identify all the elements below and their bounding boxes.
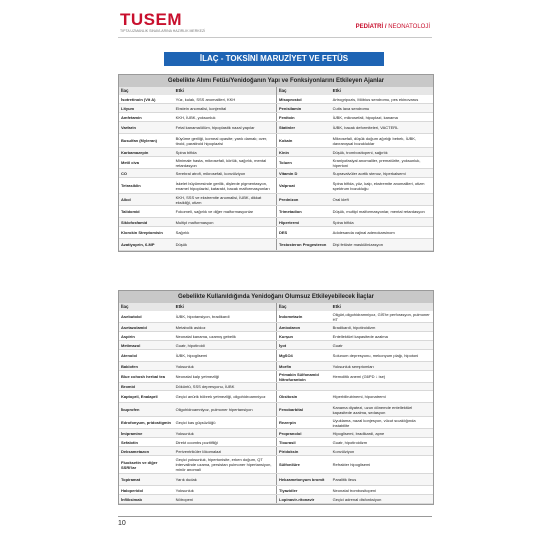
table-row — [119, 95, 433, 104]
drug-cell: Fenobarbital — [276, 403, 331, 416]
effect-cell: Geçici anürik böbrek yetmezliği, oligohidroamniyoz — [175, 394, 266, 399]
drug-cell: Aspirin — [121, 333, 135, 339]
drug-cell: Baklofen — [121, 363, 138, 369]
effect-cell: Guatr, hipotiroidizm — [332, 439, 368, 445]
effect-cell: Multipl malformasyon — [175, 219, 214, 225]
effect-cell: Geçici yoksunluk, hipertonisite, erken doğum, QT intervalinde uzama, persistan pulmoner hipertansiyon, minör anomali — [175, 457, 272, 472]
drug-cell: Misoprostol — [276, 95, 331, 103]
effect-cell: Solunum depresyonu, mekonyum plağı, hipotoni — [332, 353, 419, 358]
table-header-row — [119, 303, 433, 311]
drug-cell: Deksametazon — [121, 448, 150, 454]
drug-cell: Rezerpin — [276, 417, 331, 428]
drug-cell: DES — [276, 227, 331, 238]
table-row — [119, 391, 433, 403]
drug-cell: İndometazin — [276, 311, 331, 322]
table-row — [119, 218, 433, 227]
drug-cell: Lopinavir-ritonavir — [276, 495, 331, 503]
effect-cell: Düşük, trombositopeni, sağırlık — [332, 149, 388, 155]
section-divider: / — [384, 24, 389, 30]
section-name: PEDİATRİ — [355, 24, 384, 30]
drug-cell: Trimetadion — [276, 206, 331, 217]
effect-cell: Supravalvüler aortik stenoz, hiperkalsemi — [332, 170, 406, 176]
drug-cell: Sefalotin — [121, 439, 138, 445]
drug-cell: Atenolol — [121, 353, 137, 358]
table-row — [119, 447, 433, 456]
drug-cell: Edrofonyum, pridostigmin — [121, 420, 171, 425]
table-row — [119, 104, 433, 113]
effect-cell: Entellektüel kapasitede azalma — [332, 333, 388, 339]
effect-cell: İskelet büyümesinde gerilik, dişlerde pigmentasyon, enamel hipoplazisi, katarakt, bacak malformasyonları — [175, 180, 270, 191]
col-effect-header: Etki — [332, 304, 341, 309]
effect-cell: Neonatal trombositopeni — [332, 487, 377, 493]
drug-cell: Lityum — [121, 105, 135, 111]
effect-cell: Fokomeli, sağırlık ve diğer malformasyonlar — [175, 209, 254, 214]
drug-cell: Fluoksetin ve diğer SSRI'lar — [121, 459, 158, 470]
drug-cell — [276, 383, 331, 390]
drug-cell: Oksitosin — [276, 391, 331, 402]
table-row — [119, 362, 433, 371]
effect-cell: Düşük, multipl malformasyonlar, mental retardasyon — [332, 209, 425, 214]
effect-cell: Spina bifida — [332, 219, 354, 225]
drug-cell: Kaptopril, Enalapril — [121, 394, 158, 399]
effect-cell: Metabolik asidoz — [175, 324, 206, 330]
drug-cell: CO — [121, 170, 127, 176]
effect-cell: Spina bifida, yüz, kalp, ekstremite anomalileri, otizm spektrum bozukluğu — [332, 180, 425, 191]
effect-cell: Guatr — [332, 342, 343, 348]
effect-cell: Artrogripozis, Möbius sendromu, pes ekinovarus — [332, 96, 419, 102]
page-header — [118, 10, 432, 38]
table-row — [119, 169, 433, 178]
effect-cell: Minimale hasta, mikrosefali, körlük, sağırlık, mental retardasyon — [175, 157, 267, 168]
drug-cell: Testosteron Progesteron — [276, 239, 331, 250]
effect-cell: Paralitik ileus — [332, 477, 357, 482]
effect-cell: Hipoglisemi, bradikardi, apne — [332, 430, 385, 436]
drug-cell: Statinler — [276, 122, 331, 133]
col-drug-header: İlaç — [121, 304, 129, 309]
effect-cell: Nötropeni — [175, 496, 193, 502]
table-row — [119, 486, 433, 495]
drug-cell: Busulfan (Myleran) — [121, 138, 158, 143]
drug-cell: Blue cohosh herbal tea — [121, 374, 166, 379]
effect-cell: Oligohidroamniyoz, pulmoner hipertansiyon — [175, 407, 253, 412]
table-row — [119, 350, 433, 362]
table-row — [119, 474, 433, 486]
col-drug-header: İlaç — [276, 87, 331, 95]
drug-cell: Tiourasil — [276, 438, 331, 446]
page-number: 10 — [118, 520, 126, 527]
effect-cell: Fetal kanama/ölüm, hipoplastik nazal yapılar — [175, 125, 255, 130]
effect-cell: Periventriküler lökomalazi — [175, 448, 222, 454]
table-row — [119, 134, 433, 148]
table-row — [119, 341, 433, 350]
drug-cell: MgSO4 — [276, 350, 331, 361]
effect-cell: Uyuklama, nazal konjesyon, vücut sıcaklığında instabilite — [332, 417, 416, 428]
drug-cell: Kinin — [276, 148, 331, 156]
effect-cell: İUBK, mikrosefali, hipoplazi, kanama — [332, 114, 398, 120]
effect-cell: KKH, SSS ve ekstremite anomalisi, İUBK, dikkat eksikliği, otizm — [175, 194, 262, 205]
col-effect-header: Etki — [175, 88, 184, 93]
effect-cell: Neonatal kalp yetmezliği — [175, 374, 220, 379]
effect-cell: Geçici kas güçsüzlüğü — [175, 420, 216, 425]
table-row — [119, 323, 433, 332]
effect-cell: Yüz, kulak, SSS anomalileri, KKH — [175, 96, 236, 102]
table-row — [119, 113, 433, 122]
effect-cell: Oligüri,oligohidramniyoz, GİS'te perforasyon, pulmoner HT — [332, 311, 430, 322]
effect-cell: Hiperbilirubinemi, hiponatremi — [332, 394, 386, 399]
effect-cell: Mikrosefali, düşük doğum ağırlığı bebek, İUBK, davranışsal bozukluklar — [332, 135, 417, 146]
drug-cell: Valproat — [276, 178, 331, 193]
effect-cell: Yoksunluk — [175, 487, 194, 493]
effect-cell: Sağırlık — [175, 230, 190, 235]
drug-cell: Tetrasiklin — [121, 183, 141, 188]
drug-cell: Bromid — [121, 384, 135, 389]
drug-cell: Varfarin — [121, 125, 136, 130]
effect-cell: Yoksunluk semptomları — [332, 363, 374, 369]
drug-cell: Amfetamin — [121, 114, 142, 120]
drug-cell: Klorokin Streptomisin — [121, 230, 163, 235]
drug-cell: Talidomid — [121, 209, 140, 214]
table-row — [119, 178, 433, 194]
drug-cell: Hipertermi — [276, 218, 331, 226]
drug-cell: İbuprofen — [121, 407, 140, 412]
drug-cell: İyot — [276, 341, 331, 349]
col-drug-header: İlaç — [121, 88, 129, 93]
subsection-name: NEONATOLOJİ — [388, 24, 430, 30]
drug-cell: Penisilamin — [276, 104, 331, 112]
table-row — [119, 157, 433, 169]
table-row — [119, 417, 433, 429]
table-title: Gebelikte Alımı Fetüs/Yenidoğanın Yapı ve Fonksiyonlarını Etkileyen Ajanlar — [119, 75, 433, 87]
drug-cell: Hekzametonyum bromit — [276, 474, 331, 485]
drug-cell: Prednizon — [276, 194, 331, 205]
section-label — [356, 24, 430, 30]
table-row — [119, 371, 433, 383]
drug-cell: Amiodaron — [276, 323, 331, 331]
table-header-row — [119, 87, 433, 95]
drug-cell: İsotretinoin (Vit A) — [121, 96, 156, 102]
table-body — [119, 311, 433, 504]
effect-cell: Dişi fetüste maskülinizasyon — [332, 242, 383, 247]
effect-cell: Kanama diyatezi, uzun dönemde entellektüel kapasitede azalma, sedasyon — [332, 404, 413, 415]
drug-cell: Vitamin D — [276, 169, 331, 177]
page-title: İLAÇ - TOKSİNİ MARUZİYET VE FETÜS — [164, 52, 384, 66]
table-row — [119, 438, 433, 447]
table-row — [119, 239, 433, 251]
col-effect-header: Etki — [175, 304, 184, 309]
drug-cell: Kurşun — [276, 332, 331, 340]
effect-cell: Düşük — [175, 242, 187, 247]
col-drug-header: İlaç — [276, 303, 331, 311]
drug-cell: Tiyazidler — [276, 486, 331, 494]
table-row — [119, 332, 433, 341]
drug-cell: Kokain — [276, 134, 331, 147]
drug-cell: İnfliksimab — [121, 496, 142, 502]
effect-cell: Büyüme geriliği, korneal opasite; yarık damak; over, tiroid, paratiroid hipoplazisi — [175, 135, 268, 146]
drug-cell: Primakin Sülfonamid Nitrofurantoin — [276, 371, 331, 382]
drug-cell: Sülfonilüre — [276, 456, 331, 473]
table-body — [119, 95, 433, 251]
table-row — [119, 122, 433, 134]
table-row — [119, 383, 433, 391]
effect-cell: Adolesanda vajinal adenokarsinom — [332, 230, 395, 235]
drug-cell: Toluen — [276, 157, 331, 168]
table-row — [119, 227, 433, 239]
drug-cell: Morfin — [276, 362, 331, 370]
effect-cell: Yoksunluk — [175, 430, 194, 436]
effect-cell: Kraniyofasiyal anomaliler, prematürite, yoksunluk, hipertoni — [332, 157, 421, 168]
drug-cell: Fenitoin — [276, 113, 331, 121]
effect-cell: Geçici adrenal disfonksiyon — [332, 496, 382, 502]
effect-cell: Spina bifida — [175, 149, 197, 155]
effect-cell: Refrakter hipoglisemi — [332, 462, 371, 467]
table-row — [119, 403, 433, 417]
effect-cell: İUBK, hipotansiyon, bradikardi — [175, 314, 230, 319]
effect-cell: Serebral atrofi, mikrosefali, konvülziyon — [175, 170, 246, 176]
table-row — [119, 311, 433, 323]
drug-cell: Propranolol — [276, 429, 331, 437]
effect-cell: Cutis laxa sendromu — [332, 105, 370, 111]
effect-cell: Döküntü, SSS depresyonu, İUBK — [175, 384, 235, 389]
effect-cell: Bradikardi, hipotiroidizm — [332, 324, 376, 330]
logo: TUSEM — [120, 10, 182, 29]
drug-cell: Metil civa — [121, 160, 140, 165]
drug-cell: Karbamazepin — [121, 149, 149, 155]
effect-cell: Direkt coombs pozitifliği — [175, 439, 218, 445]
drug-cell: Topiramat — [121, 477, 141, 482]
drug-cell: Asetazolamid — [121, 324, 147, 330]
effect-cell: Neonatal kanama, uzamış gebelik — [175, 333, 236, 339]
drug-cell: Piridoksin — [276, 447, 331, 455]
table-title: Gebelikte Kullanıldığında Yenidoğanı Olumsuz Etkileyebilecek İlaçlar — [119, 291, 433, 303]
footer-divider — [118, 516, 432, 517]
table-row — [119, 148, 433, 157]
drug-cell: Azatiyoprin, 6-MP — [121, 242, 155, 247]
neonatal-adverse-drugs-table — [118, 290, 434, 505]
effect-cell: Guatr, hipotiroidi — [175, 342, 205, 348]
drug-cell: Metimazol — [121, 342, 141, 348]
effect-cell: Ebstein anomalisi, konjenital — [175, 105, 227, 111]
table-row — [119, 194, 433, 206]
effect-cell: Yoksunluk — [175, 363, 194, 369]
table-row — [119, 206, 433, 218]
drug-cell: Haloperidol — [121, 487, 144, 493]
logo-tagline: TIPTA UZMANLIK SINAVLARINA HAZIRLIK MERKEZİ — [120, 29, 206, 33]
effect-cell: Hemolitik anemi (G6PD ↓ ise) — [332, 374, 386, 379]
drug-cell: Asebutolol — [121, 314, 142, 319]
effect-cell: İUBK, hipoglisemi — [175, 353, 208, 358]
effect-cell: KKH, İUBK, yoksunluk — [175, 114, 216, 120]
effect-cell — [331, 383, 433, 390]
table-row — [119, 456, 433, 474]
drug-cell: İmipramine — [121, 430, 143, 436]
drug-cell: Alkol — [121, 197, 131, 202]
teratogen-table — [118, 74, 434, 252]
table-row — [119, 495, 433, 504]
col-effect-header: Etki — [332, 88, 341, 93]
drug-cell: Siklofosfamid — [121, 219, 148, 225]
table-row — [119, 429, 433, 438]
effect-cell: Oral kleft — [332, 197, 349, 202]
effect-cell: Yarık dudak — [175, 477, 197, 482]
effect-cell: İUBK, bacak deformiteleri, VACTERL — [332, 125, 399, 130]
effect-cell: Konvülziyon — [332, 448, 355, 454]
